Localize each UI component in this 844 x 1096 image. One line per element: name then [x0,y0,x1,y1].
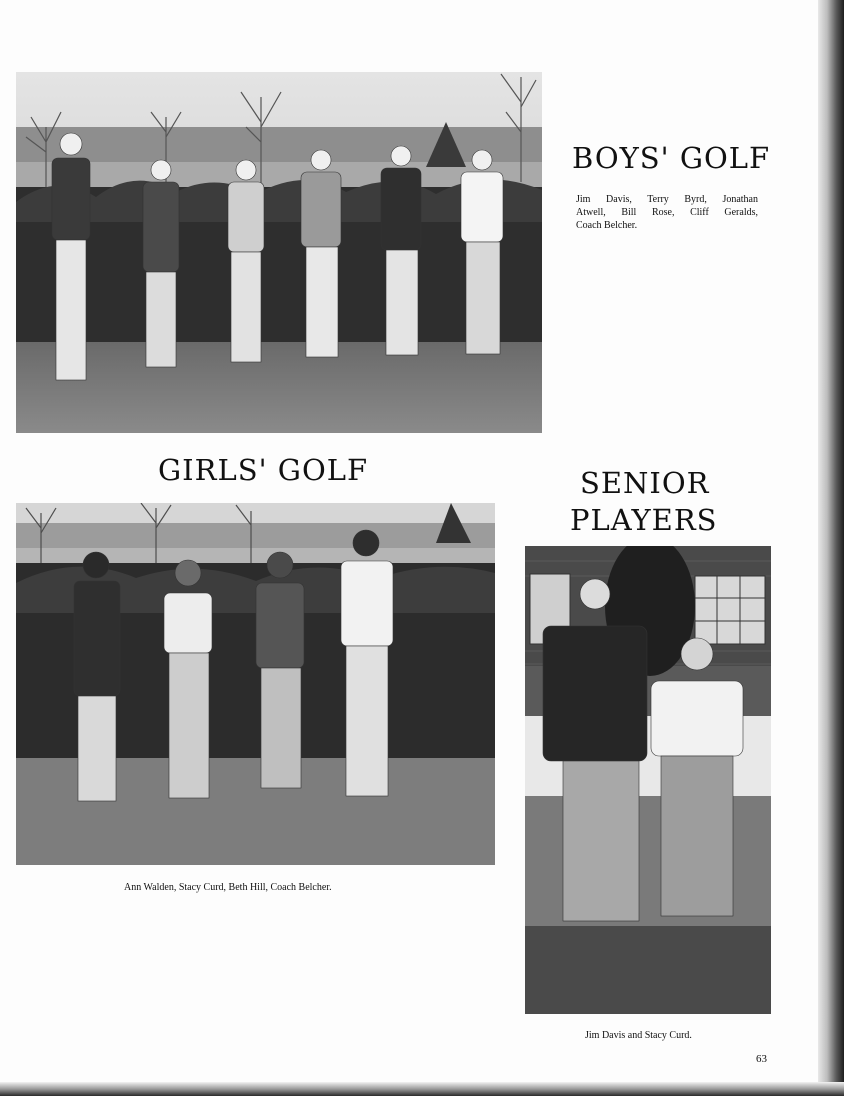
boys-golf-caption-line: Jim Davis, Terry Byrd, Jonathan [576,194,758,205]
senior-players-photo [525,546,771,1014]
boys-golf-title: BOYS' GOLF [572,141,771,175]
page-number: 63 [756,1053,767,1065]
page-bottom-edge [0,1082,844,1096]
girls-golf-title: GIRLS' GOLF [158,453,369,487]
boys-golf-photo [16,72,542,433]
girls-golf-caption: Ann Walden, Stacy Curd, Beth Hill, Coach Belcher. [124,882,332,893]
senior-players-title-line: SENIOR [580,466,710,500]
boys-golf-caption-line: Coach Belcher. [576,220,638,231]
binding-shadow [818,0,844,1096]
senior-players-title-line: PLAYERS [570,503,718,537]
boys-golf-caption-line: Atwell, Bill Rose, Cliff Geralds, [576,207,758,218]
girls-golf-photo [16,503,495,865]
senior-players-caption: Jim Davis and Stacy Curd. [585,1030,692,1041]
